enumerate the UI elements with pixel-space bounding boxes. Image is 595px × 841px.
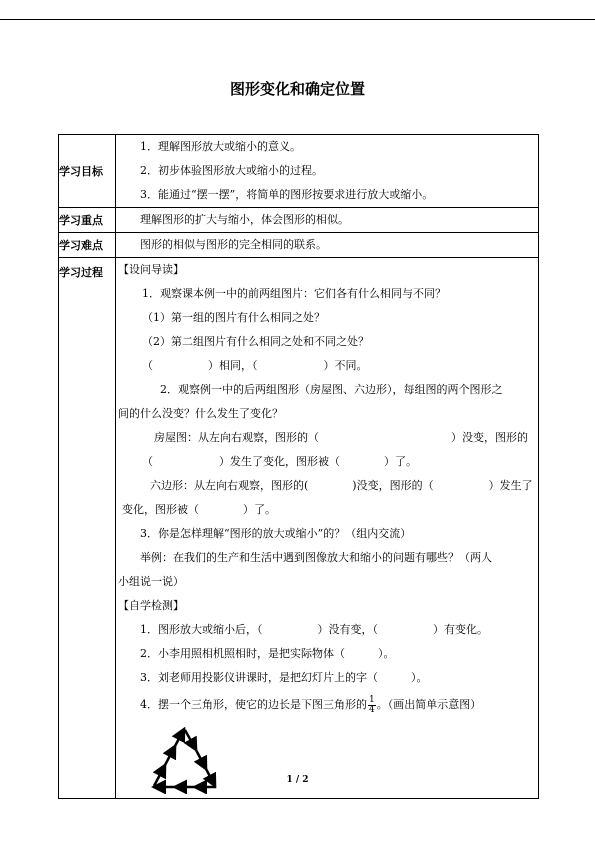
goals-content (116, 135, 539, 208)
goal-line: 1．理解图形放大或缩小的意义。 (140, 140, 301, 153)
process-line: 六边形：从左向右观察，图形的( )没变，图形的（ ）发生了 (150, 479, 533, 492)
goals-row (59, 135, 539, 208)
section-title: 【自学检测】 (118, 599, 184, 612)
process-line: 举例：在我们的生产和生活中遇到图像放大和缩小的问题有哪些？（两人 (140, 551, 492, 564)
section-title: 【设问导读】 (118, 263, 184, 276)
page-title: 图形变化和确定位置 (229, 80, 365, 98)
check-line: 2．小李用照相机照相时，是把实际物体（ ）。 (140, 647, 395, 660)
fraction-numerator: 1 (369, 694, 375, 705)
check-line-q4 (116, 690, 538, 720)
difficulty-content (116, 233, 539, 258)
process-line: （1）第一组的图片有什么相同之处？ (142, 311, 325, 324)
process-line: 2．观察例一中的后两组图形（房屋图、六边形），每组图的两个图形之 (160, 383, 503, 396)
difficulty-text: 图形的相似与图形的完全相同的联系。 (140, 238, 327, 251)
page-number: 1 / 2 (286, 775, 309, 785)
process-line: 1．观察课本例一中的前两组图片：它们各有什么相同与不同？ (142, 287, 446, 300)
process-content (116, 258, 539, 799)
key-label: 学习重点 (59, 208, 116, 233)
process-line: （ ）相同，（ ）不同。 (142, 359, 368, 372)
process-line: 3．你是怎样理解“图形的放大或缩小”的？（组内交流） (140, 527, 412, 540)
process-line: 变化，图形被（ ）了。 (122, 503, 276, 516)
process-line: 间的什么没变？什么发生了变化？ (118, 407, 283, 420)
key-row (59, 208, 539, 233)
check-line: 1．图形放大或缩小后，（ ）没有变，（ ）有变化。 (140, 623, 488, 636)
process-row (59, 258, 539, 799)
process-line: （ ）发生了变化，图形被（ ）了。 (142, 455, 417, 468)
q4-text-after: 。（画出简单示意图） (376, 698, 482, 711)
lesson-table (58, 134, 539, 799)
goals-label: 学习目标 (59, 135, 116, 208)
process-label: 学习过程 (59, 258, 116, 799)
check-line: 3．刘老师用投影仪讲课时，是把幻灯片上的字（ ）。 (140, 671, 428, 684)
difficulty-label: 学习难点 (59, 233, 116, 258)
header-rule (0, 19, 595, 20)
goal-line: 2．初步体验图形放大或缩小的过程。 (140, 164, 323, 177)
key-content (116, 208, 539, 233)
process-line: （2）第二组图片有什么相同之处和不同之处？ (142, 335, 369, 348)
process-line: 小组说一说） (118, 575, 184, 588)
key-text: 理解图形的扩大与缩小，体会图形的相似。 (140, 213, 349, 226)
fraction (368, 696, 376, 715)
difficulty-row (59, 233, 539, 258)
triangle-figure (116, 720, 538, 798)
fraction-denominator: 4 (369, 704, 375, 715)
goal-line: 3．能通过“摆一摆”，将简单的图形按要求进行放大或缩小。 (140, 188, 434, 201)
q4-text: 4．摆一个三角形，使它的边长是下图三角形的 (140, 698, 367, 711)
process-line: 房屋图：从左向右观察，图形的（ ）没变，图形的 (154, 431, 528, 444)
